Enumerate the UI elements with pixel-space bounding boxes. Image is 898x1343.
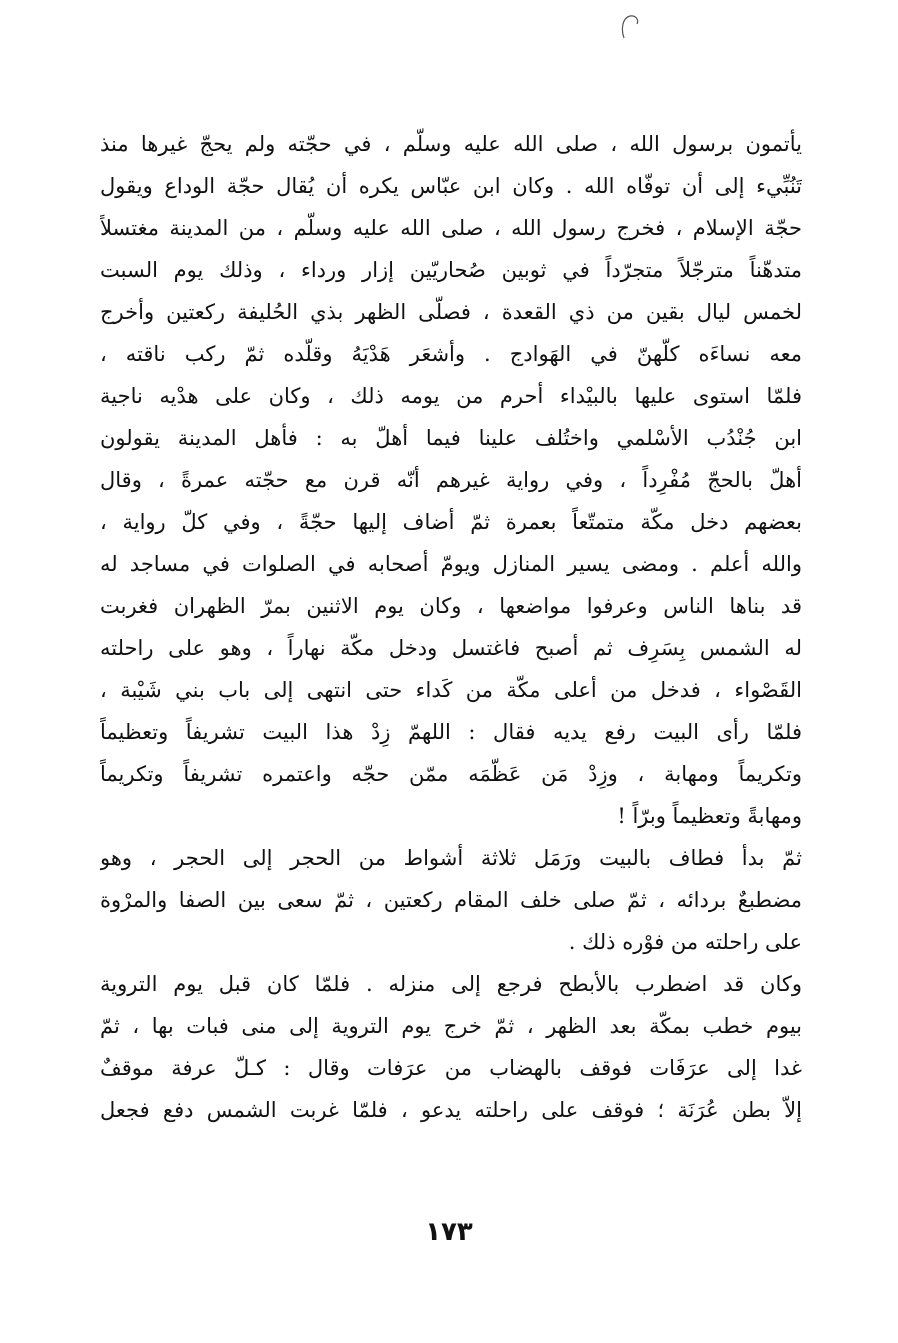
page-body [100, 123, 802, 1131]
text-line: مضطبعٌ بردائه ، ثمّ صلى خلف المقام ركعتين ، ثمّ سعى بين الصفا والمرْوة [100, 888, 802, 912]
text-line: حجّة الإسلام ، فخرج رسول الله ، صلى الله عليه وسلّم ، من المدينة مغتسلاً [100, 216, 802, 240]
paragraph-2 [100, 837, 802, 963]
page-corner-mark-icon [619, 12, 641, 42]
text-line: ثمّ بدأ فطاف بالبيت ورَمَل ثلاثة أشواط من الحجر إلى الحجر ، وهو [100, 846, 802, 870]
page-number: ١٧٣ [425, 1217, 473, 1247]
text-line: القَصْواء ، فدخل من أعلى مكّة من كَداء حتى انتهى إلى باب بني شَيْبة ، [100, 678, 802, 702]
text-line: على راحلته من فوْره ذلك . [568, 930, 802, 954]
text-line: لخمس ليال بقين من ذي القعدة ، فصلّى الظهر بذي الحُليفة ركعتين وأخرج [100, 300, 802, 324]
text-line: بعضهم دخل مكّة متمتّعاً بعمرة ثمّ أضاف إليها حجّةً ، وفي كلّ رواية ، [100, 510, 802, 534]
text-line: وتكريماً ومهابة ، وزِدْ مَن عَظّمَه ممّن حجّه واعتمره تشريفاً وتكريماً [100, 762, 802, 786]
text-line: متدهّناً مترجّلاً متجرّداً في ثوبين صُحاريّين إزار ورداء ، وذلك يوم السبت [100, 258, 802, 282]
text-line: تَنُبِّيء إلى أن توفّاه الله . وكان ابن عبّاس يكره أن يُقال حجّة الوداع ويقول [100, 174, 802, 198]
text-line: معه نساءَه كلّهنّ في الهَوادج . وأشعَر هَدْيَهُ وقلّده ثمّ ركب ناقته ، [100, 342, 802, 366]
paragraph-1 [100, 123, 802, 837]
text-line: فلمّا استوى عليها بالبيْداء أحرم من يومه ذلك ، وكان على هدْيه ناجية [100, 384, 802, 408]
text-line: ابن جُنْدُب الأسْلمي واختُلف علينا فيما أهلّ به : فأهل المدينة يقولون [100, 426, 802, 450]
text-line: ومهابةً وتعظيماً وبرّاً ! [617, 804, 802, 828]
text-line: فلمّا رأى البيت رفع يديه فقال : اللهمّ زِدْ هذا البيت تشريفاً وتعظيماً [100, 720, 802, 744]
text-line: له الشمس بِسَرِف ثم أصبح فاغتسل ودخل مكّة نهاراً ، وهو على راحلته [100, 636, 802, 660]
text-line: بيوم خطب بمكّة بعد الظهر ، ثمّ خرج يوم التروية إلى منى فبات بها ، ثمّ [100, 1014, 802, 1038]
text-line: يأتمون برسول الله ، صلى الله عليه وسلّم ، في حجّته ولم يحجّ غيرها منذ [100, 132, 802, 156]
text-line: أهلّ بالحجّ مُفْرِداً ، وفي رواية غيرهم أنّه قرن مع حجّته عمرةً ، وقال [100, 468, 802, 492]
text-line: غدا إلى عرَفَات فوقف بالهضاب من عرَفات وقال : كـلّ عرفة موقفٌ [100, 1056, 802, 1080]
paragraph-3 [100, 963, 802, 1131]
text-line: إلاّ بطن عُرَنَة ؛ فوقف على راحلته يدعو ، فلمّا غربت الشمس دفع فجعل [100, 1098, 802, 1122]
text-line: وكان قد اضطرب بالأبطح فرجع إلى منزله . فلمّا كان قبل يوم التروية [100, 972, 802, 996]
text-line: قد بناها الناس وعرفوا مواضعها ، وكان يوم الاثنين بمرّ الظهران فغربت [100, 594, 802, 618]
text-line: والله أعلم . ومضى يسير المنازل ويومّ أصحابه في الصلوات في مساجد له [100, 552, 802, 576]
